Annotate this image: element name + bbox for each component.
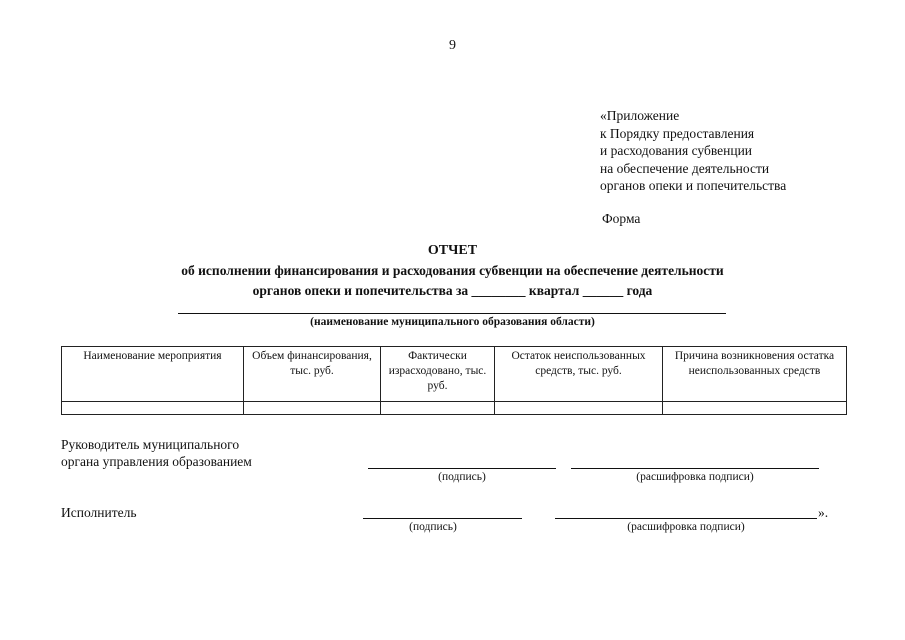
- table-cell: [62, 402, 244, 415]
- municipality-caption: (наименование муниципального образования области): [310, 316, 595, 328]
- head-decode-line: [571, 468, 819, 469]
- column-header-balance-reason: Причина возникновения остатка неиспользованных средств: [663, 347, 847, 402]
- appendix-line: на обеспечение деятельности: [600, 160, 770, 176]
- report-title: ОТЧЕТ: [427, 243, 478, 258]
- head-label-line2: органа управления образованием: [61, 454, 252, 469]
- column-header-funding-volume: Объем финансирования, тыс. руб.: [244, 347, 381, 402]
- executor-signature-line: [363, 518, 522, 519]
- appendix-line: органов опеки и попечительства: [600, 178, 787, 193]
- table-cell: [381, 402, 495, 415]
- table-cell: [495, 402, 663, 415]
- executor-signature-caption: (подпись): [409, 521, 457, 533]
- closing-quote-mark: ».: [818, 505, 829, 520]
- executor-decode-line: [555, 518, 817, 519]
- column-header-actual-spent: Фактически израсходовано, тыс. руб.: [381, 347, 495, 402]
- column-header-activity: Наименование мероприятия: [62, 347, 244, 402]
- municipality-name-line: [178, 313, 726, 314]
- head-signatory-label: [61, 436, 252, 470]
- report-subtitle-line1: об исполнении финансирования и расходования субвенции на обеспечение деятельности: [181, 263, 724, 278]
- column-header-unused-balance: Остаток неиспользованных средств, тыс. руб.: [495, 347, 663, 402]
- executor-label: Исполнитель: [61, 505, 137, 520]
- form-label: Форма: [602, 211, 641, 226]
- table-cell: [244, 402, 381, 415]
- table-header-row: [62, 347, 847, 402]
- table-row: [62, 402, 847, 415]
- appendix-line: к Порядку предоставления: [600, 125, 755, 141]
- executor-decode-caption: (расшифровка подписи): [627, 521, 745, 533]
- report-table: [61, 346, 847, 415]
- head-signature-line: [368, 468, 556, 469]
- head-decode-caption: (расшифровка подписи): [636, 471, 754, 483]
- head-signature-caption: (подпись): [438, 471, 486, 483]
- head-label-line1: Руководитель муниципального: [61, 437, 240, 452]
- table-cell: [663, 402, 847, 415]
- appendix-line: и расходования субвенции: [600, 143, 753, 158]
- appendix-block: [600, 107, 786, 195]
- appendix-line: «Приложение: [600, 108, 680, 123]
- report-subtitle-line2: органов опеки и попечительства за ________ квартал ______ года: [252, 283, 653, 298]
- page-number: 9: [449, 38, 456, 53]
